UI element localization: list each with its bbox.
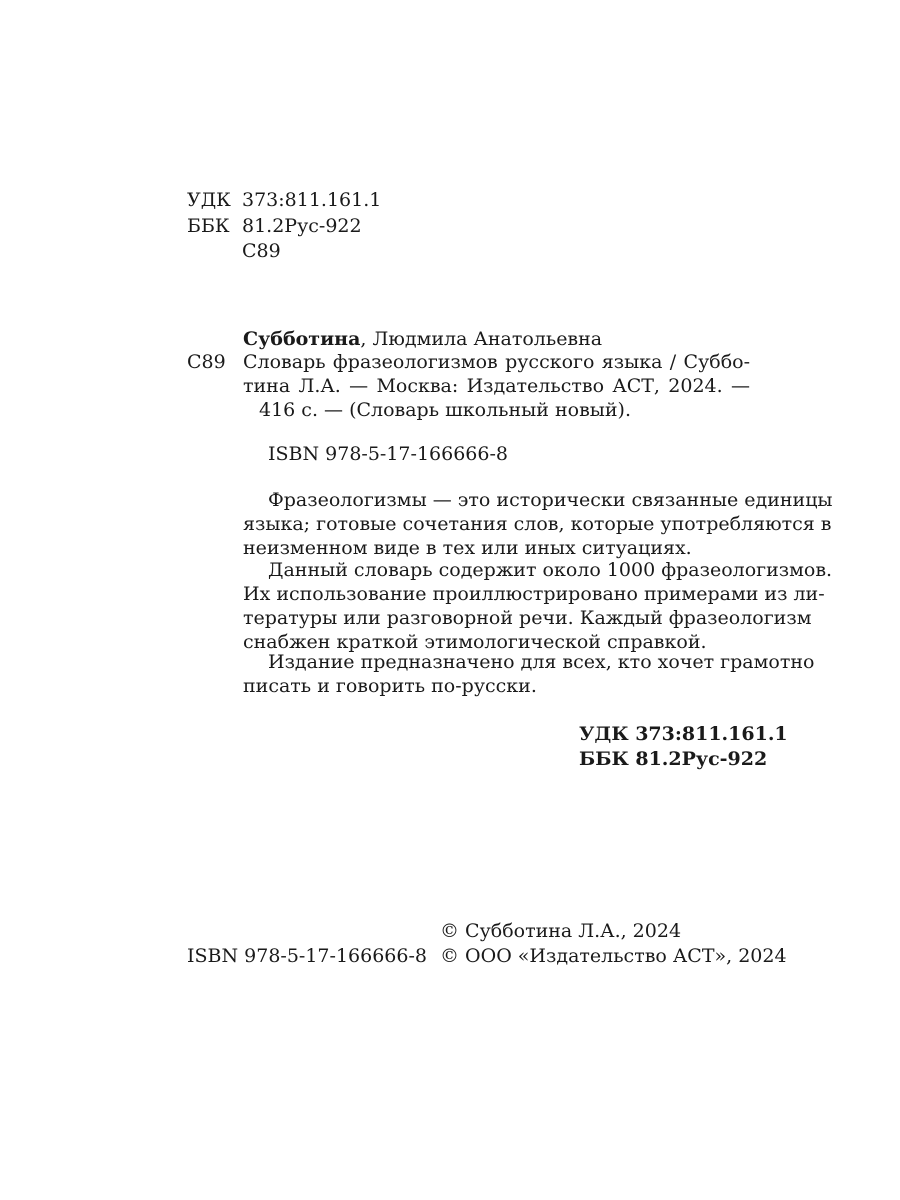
annotation-line: Данный словарь содержит около 1000 фразеологизмов. [268, 559, 833, 581]
description-line: 416 с. — (Словарь школьный новый). [259, 399, 632, 421]
copyright-publisher: © ООО «Издательство АСТ», 2024 [440, 945, 787, 967]
author-heading [243, 327, 602, 351]
annotation-line: Их использование проиллюстрировано примерами из ли- [243, 583, 825, 605]
annotation-line: писать и говорить по-русски. [243, 675, 537, 697]
annotation-line: тературы или разговорной речи. Каждый фразеологизм [243, 607, 812, 629]
author-name: , Людмила Анатольевна [360, 328, 603, 350]
entry-cutter-mark: С89 [187, 351, 226, 373]
description-line: тина Л.А. — Москва: Издательство АСТ, 2024. — [243, 375, 750, 397]
udk-label: УДК [187, 189, 231, 211]
description-line: Словарь фразеологизмов русского языка / Суббо- [243, 351, 750, 373]
udk-value: 373:811.161.1 [242, 189, 382, 211]
annotation-line: языка; готовые сочетания слов, которые употребляются в [243, 513, 832, 535]
bbk-row [187, 214, 362, 238]
bbk-code-bold: ББК 81.2Рус-922 [579, 748, 768, 770]
bbk-value: 81.2Рус-922 [242, 215, 362, 237]
author-surname: Субботина [243, 328, 361, 350]
annotation-line: неизменном виде в тех или иных ситуациях. [243, 537, 692, 559]
bbk-label: ББК [187, 215, 230, 237]
cutter-mark: С89 [242, 240, 281, 262]
copyright-author: © Субботина Л.А., 2024 [440, 920, 682, 942]
annotation-line: снабжен краткой этимологической справкой. [243, 631, 707, 653]
annotation-paragraph-3 [243, 650, 815, 698]
cutter-row [187, 239, 281, 263]
udk-row [187, 188, 381, 212]
annotation-paragraph-1 [243, 488, 833, 560]
annotation-line: Издание предназначено для всех, кто хочет грамотно [268, 651, 815, 673]
bibliographic-description [243, 350, 750, 422]
footer-isbn: ISBN 978-5-17-166666-8 [187, 945, 427, 967]
annotation-line: Фразеологизмы — это исторически связанные единицы [268, 489, 833, 511]
annotation-paragraph-2 [243, 558, 833, 654]
udk-code-bold: УДК 373:811.161.1 [579, 723, 788, 745]
entry-isbn: ISBN 978-5-17-166666-8 [268, 443, 508, 465]
